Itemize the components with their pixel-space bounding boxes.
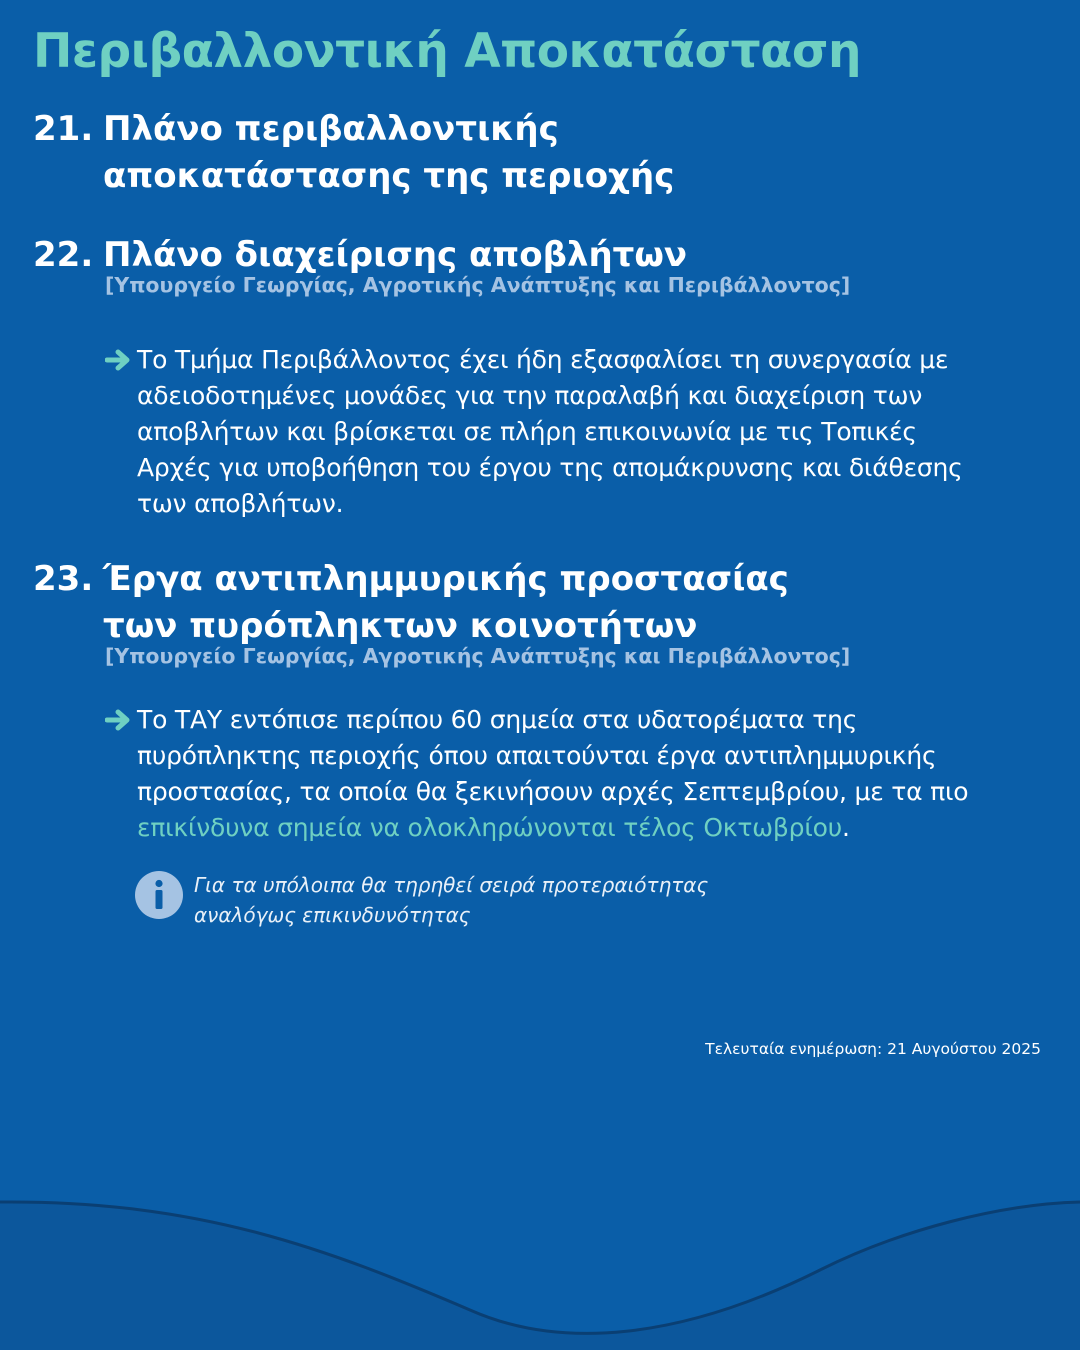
arrow-right-icon bbox=[105, 702, 137, 738]
section-number: 21. bbox=[33, 109, 94, 149]
wave-decoration bbox=[0, 1190, 1080, 1350]
section-heading bbox=[33, 556, 1033, 650]
page-title: Περιβαλλοντική Αποκατάσταση bbox=[33, 24, 861, 79]
arrow-right-icon bbox=[105, 342, 137, 378]
bullet-text-end: . bbox=[841, 813, 850, 842]
section-21 bbox=[33, 106, 1033, 200]
section-source: [Υπουργείο Γεωργίας, Αγροτικής Ανάπτυξης και Περιβάλλοντος] bbox=[105, 273, 851, 297]
info-icon bbox=[134, 870, 184, 920]
section-number: 23. bbox=[33, 559, 94, 599]
section-heading bbox=[33, 232, 1033, 279]
section-title: Πλάνο διαχείρισης αποβλήτων bbox=[103, 235, 688, 275]
section-23 bbox=[33, 556, 1033, 668]
section-number: 22. bbox=[33, 235, 94, 275]
bullet-item bbox=[105, 342, 975, 522]
info-text: Για τα υπόλοιπα θα τηρηθεί σειρά προτεραιότητας αναλόγως επικινδυνότητας bbox=[194, 873, 709, 927]
section-22 bbox=[33, 232, 1033, 297]
section-heading bbox=[33, 106, 1033, 200]
bullet-item bbox=[105, 702, 975, 846]
section-source: [Υπουργείο Γεωργίας, Αγροτικής Ανάπτυξης και Περιβάλλοντος] bbox=[105, 644, 851, 668]
bullet-text-start: Το ΤΑΥ εντόπισε περίπου 60 σημεία στα υδατορέματα της πυρόπληκτης περιοχής όπου απαιτούνται έργα αντιπλημμυρικής προστασίας, τα οποία θα ξεκινήσουν αρχές Σεπτεμβρίου, με τα πιο bbox=[137, 705, 969, 806]
section-title: Έργα αντιπλημμυρικής προστασίας των πυρόπληκτων κοινοτήτων bbox=[103, 559, 789, 646]
bullet-text: Το Τμήμα Περιβάλλοντος έχει ήδη εξασφαλίσει τη συνεργασία με αδειοδοτημένες μονάδες για την παραλαβή και διαχείριση των αποβλήτων και βρίσκεται σε πλήρη επικοινωνία με τις Τοπικές Αρχές για υποβοήθηση του έργου της απομάκρυνσης και διάθεσης των αποβλήτων. bbox=[137, 345, 963, 518]
bullet-highlight: επικίνδυνα σημεία να ολοκληρώνονται τέλος Οκτωβρίου bbox=[137, 813, 842, 842]
info-note bbox=[134, 870, 894, 930]
section-title: Πλάνο περιβαλλοντικής αποκατάστασης της περιοχής bbox=[103, 109, 675, 196]
last-update: Τελευταία ενημέρωση: 21 Αυγούστου 2025 bbox=[705, 1040, 1041, 1058]
bullet-text bbox=[137, 702, 975, 846]
